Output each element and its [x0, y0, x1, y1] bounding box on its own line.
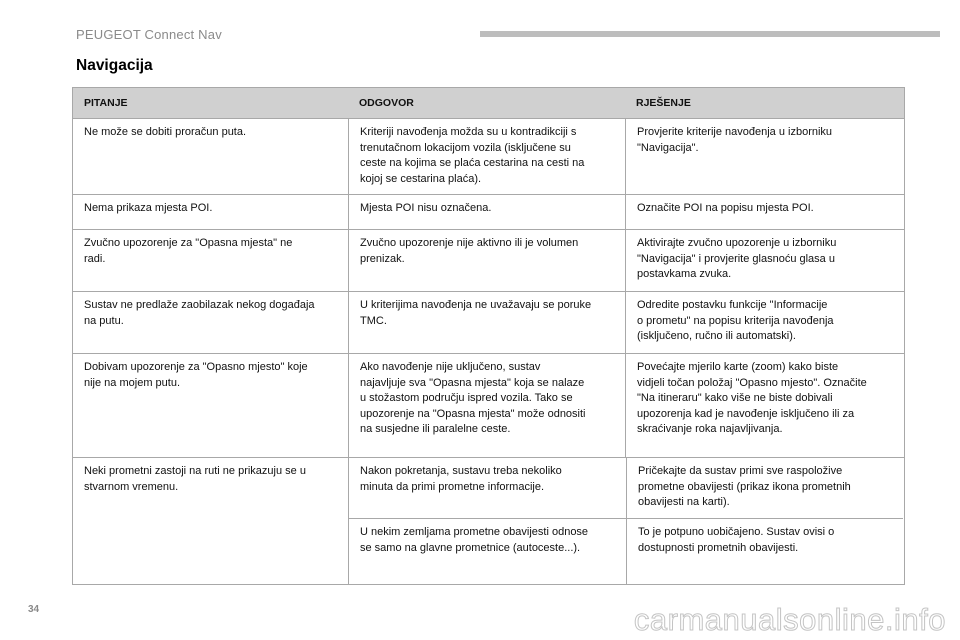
- table-row: [73, 118, 904, 194]
- cell-solution: Aktivirajte zvučno upozorenje u izborniku "Navigacija" i provjerite glasnoću glasa u postavkama zvuka.: [625, 230, 902, 291]
- cell-answer: Ako navođenje nije uključeno, sustav najavljuje sva "Opasna mjesta" koja se nalaze u stožastom području ispred vozila. Tako se upozorenje na "Opasna mjesta" može odnositi na susjedne ili paralelne ceste.: [348, 354, 625, 457]
- cell-solution: Provjerite kriterije navođenja u izborniku "Navigacija".: [625, 119, 902, 194]
- header-title: PEUGEOT Connect Nav: [76, 27, 222, 42]
- cell-question: Sustav ne predlaže zaobilazak nekog događaja na putu.: [84, 299, 315, 327]
- cell-solution: Odredite postavku funkcije "Informacije o prometu" na popisu kriterija navođenja (isključeno, ručno ili automatski).: [625, 292, 902, 353]
- cell-question: Ne može se dobiti proračun puta.: [84, 126, 247, 138]
- cell-answer: Mjesta POI nisu označena.: [348, 195, 625, 229]
- faq-table: [72, 87, 905, 585]
- table-header: [73, 87, 904, 118]
- column-header-solution: RJEŠENJE: [636, 97, 691, 109]
- cell-question: Dobivam upozorenje za "Opasno mjesto" koje nije na mojem putu.: [84, 361, 308, 389]
- sub-row: [349, 458, 903, 518]
- cell-solution: To je potpuno uobičajeno. Sustav ovisi o dostupnosti prometnih obavijesti.: [626, 519, 903, 584]
- sub-row: [349, 518, 903, 584]
- section-title: Navigacija: [76, 57, 153, 74]
- cell-group: [348, 458, 903, 584]
- cell-solution: Pričekajte da sustav primi sve raspoložive prometne obavijesti (prikaz ikona prometnih obavijesti na karti).: [626, 458, 903, 518]
- table-row: [73, 194, 904, 229]
- column-header-answer: ODGOVOR: [359, 97, 414, 109]
- header-bar: [480, 31, 940, 37]
- cell-solution: Povećajte mjerilo karte (zoom) kako biste vidjeli točan položaj "Opasno mjesto". Označite "Na itineraru" kako više ne biste dobivali upozorenja kad je navođenje isključeno ili za skraćivanje roka najavljivanja.: [625, 354, 902, 457]
- cell-question: Nema prikaza mjesta POI.: [84, 202, 213, 214]
- cell-answer: Nakon pokretanja, sustavu treba nekoliko minuta da primi prometne informacije.: [360, 465, 562, 493]
- table-row: [73, 353, 904, 457]
- watermark: carmanualsonline.info: [633, 602, 946, 637]
- cell-answer: Kriteriji navođenja možda su u kontradikciji s trenutačnom lokacijom vozila (isključene su ceste na kojima se plaća cestarina na cesti na kojoj se cestarina plaća).: [348, 119, 625, 194]
- table-row: [73, 291, 904, 353]
- cell-question: Zvučno upozorenje za "Opasna mjesta" ne radi.: [84, 237, 293, 265]
- cell-answer: U kriterijima navođenja ne uvažavaju se poruke TMC.: [348, 292, 625, 353]
- column-header-question: PITANJE: [84, 97, 128, 109]
- page-number: 34: [28, 604, 40, 615]
- cell-answer: U nekim zemljama prometne obavijesti odnose se samo na glavne prometnice (autoceste...).: [360, 526, 589, 554]
- cell-solution: Označite POI na popisu mjesta POI.: [625, 195, 902, 229]
- cell-answer: Zvučno upozorenje nije aktivno ili je volumen prenizak.: [348, 230, 625, 291]
- table-row: [73, 457, 904, 584]
- cell-question: Neki prometni zastoji na ruti ne prikazuju se u stvarnom vremenu.: [84, 465, 306, 493]
- table-row: [73, 229, 904, 291]
